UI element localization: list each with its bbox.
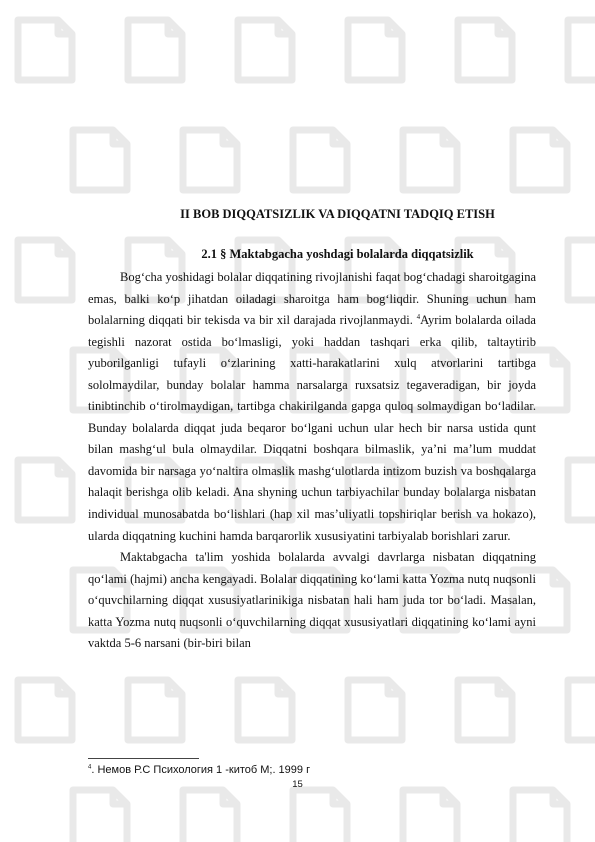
section-title: 2.1 § Maktabgacha yoshdagi bolalarda diqqatsizlik: [201, 247, 474, 261]
watermark-document-icon: [183, 130, 237, 190]
body-text: [88, 267, 536, 655]
paragraph-2: Maktabgacha ta'lim yoshida bolalarda avvalgi davrlarga nisbatan diqqatning qo‘lami (hajmi) ancha kengayadi. Bolalar diqqatining ko‘lami katta Yozma nutq nuqsonli o‘quvchilarning diqqat xususiyatlarinikiga nisbatan hali ham juda tor bo‘ladi. Masalan, katta Yozma nutq nuqsonli o‘quvchilarning diqqat xususiyatlari diqqatining ko‘lami ayni vaktda 5-6 narsani (bir-biri bilan: [88, 550, 536, 651]
watermark-document-icon: [293, 130, 347, 190]
watermark-document-icon: [513, 130, 567, 190]
watermark-document-icon: [18, 680, 72, 740]
watermark-document-icon: [513, 790, 567, 842]
paragraph-1-part-2: Ayrim bolalarda oilada tegishli nazorat ostida bo‘lmasligi, yoki haddan tashqari erka qilib, taltaytirib yuborilganligi tufayli o‘zlarining xatti-harakatlarini xulq atvorlarini tartibga sololmaydilar, bunday bolalar hamma narsalarga ruxsatsiz tegaveradigan, bir joyda tinibtinchib o‘tirolmaydigan, tartibga chakirilganda gapga quloq solmaydigan bo‘ladilar. Bunday bolalarda diqqat juda beqaror bo‘lgani uchun ular hech bir narsa ustida qunt bilan mashg‘ul bula olmaydilar. Diqqatni boshqara bilmaslik, ya’ni ma’lum muddat davomida bir narsaga yo‘naltira olmaslik mashg‘ulotlarda intizom buzish va boshqalarga halaqit berishga olib keladi. Ana shyning uchun tarbiyachilar bunday bolalarga nisbatan individual munosabatda bo‘lishlari (hap xil mas’uliyatli topshiriqlar berish va hokazo), ularda diqqatning kuchini hamda barqarorlik xususiyatini tarbiyalab borishlari zarur.: [88, 313, 536, 543]
watermark-document-icon: [128, 680, 182, 740]
watermark-document-icon: [568, 20, 595, 80]
paragraph-1: [88, 267, 536, 547]
watermark-document-icon: [73, 790, 127, 842]
paragraph-1-part-1: Bog‘cha yoshidagi bolalar diqqatining rivojlanishi faqat bog‘chadagi sharoitgagina emas, balki ko‘p jihatdan oiladagi sharoitga ham bog‘liqdir. Shuning uchun ham bolalarning diqqati bir tekisda va bir xil darajada rivojlanmaydi.: [88, 270, 536, 328]
watermark-document-icon: [128, 20, 182, 80]
watermark-document-icon: [568, 460, 595, 520]
watermark-document-icon: [403, 130, 457, 190]
watermark-document-icon: [348, 680, 402, 740]
watermark-document-icon: [403, 790, 457, 842]
watermark-document-icon: [18, 460, 72, 520]
footnote-divider: [88, 758, 199, 759]
page-number: 15: [292, 779, 303, 790]
watermark-document-icon: [348, 20, 402, 80]
chapter-title: II BOB DIQQATSIZLIK VA DIQQATNI TADQIQ ETISH: [180, 207, 495, 221]
watermark-document-icon: [293, 790, 347, 842]
watermark-document-icon: [183, 790, 237, 842]
footnote-reference[interactable]: 4: [416, 312, 421, 321]
watermark-document-icon: [238, 20, 292, 80]
watermark-document-icon: [458, 680, 512, 740]
footnote-text: . Немов Р.С Психология 1 -китоб М;. 1999 г: [91, 764, 311, 776]
watermark-document-icon: [73, 130, 127, 190]
watermark-document-icon: [568, 680, 595, 740]
watermark-document-icon: [458, 20, 512, 80]
watermark-document-icon: [238, 680, 292, 740]
footnote: [88, 764, 310, 776]
footnote-mark: 4: [88, 764, 92, 771]
watermark-document-icon: [18, 20, 72, 80]
